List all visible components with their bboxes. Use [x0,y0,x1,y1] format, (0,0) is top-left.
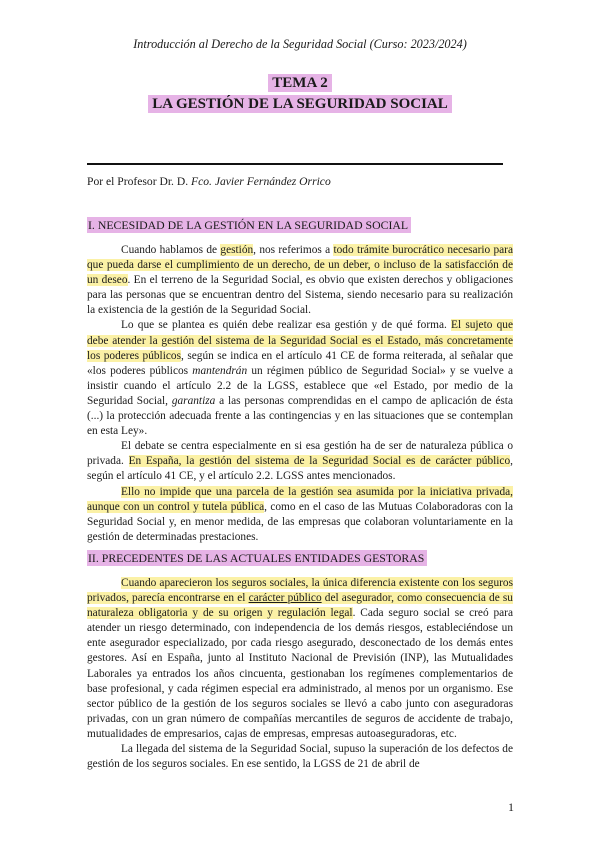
section-2-heading: II. PRECEDENTES DE LAS ACTUALES ENTIDADES GESTORAS [87,551,427,566]
paragraph-6: La llegada del sistema de la Seguridad Social, supuso la superación de los defectos de gestión de los seguros sociales. En ese sentido, la LGSS de 21 de abril de [87,743,513,771]
running-header: Introducción al Derecho de la Seguridad Social (Curso: 2023/2024) [133,37,467,51]
section-2-body [87,576,513,772]
section-1-body [87,243,513,545]
author-name: Fco. Javier Fernández Orrico [191,175,331,188]
section-1-heading: I. NECESIDAD DE LA GESTIÓN EN LA SEGURIDAD SOCIAL [87,218,411,233]
tema-label: TEMA 2 [268,74,331,92]
paragraph-3: El debate se centra especialmente en si esa gestión ha de ser de naturaleza pública o privada. En España, la gestión del sistema de la Seguridad Social es de carácter público, según el artículo 41 CE, y el artículo 2.2. LGSS antes mencionados. [87,440,513,483]
title-rule [87,163,503,165]
paragraph-1: Cuando hablamos de gestión, nos referimos a todo trámite burocrático necesario para que pueda darse el cumplimiento de un derecho, de un deber, o incluso de la satisfacción de un deseo. En el terreno de la Seguridad Social, es obvio que existen derechos y obligaciones para las personas que se encuentran dentro del Sistema, siendo necesario para su realización la existencia de la gestión de la Seguridad Social. [87,244,513,317]
title-label: LA GESTIÓN DE LA SEGURIDAD SOCIAL [148,95,452,113]
document-title [0,73,600,115]
paragraph-4: Ello no impide que una parcela de la gestión sea asumida por la iniciativa privada, aunque con un control y tutela pública, como en el caso de las Mutuas Colaboradoras con la Seguridad Social y, en menor medida, de las empresas que colaboran voluntariamente en la gestión de determinadas prestaciones. [87,485,513,543]
page-number: 1 [508,800,514,814]
paragraph-5: Cuando aparecieron los seguros sociales, la única diferencia existente con los seguros privados, parecía encontrarse en el carácter público del asegurador, como consecuencia de su naturaleza obligatoria y de su origen y regulación legal. Cada seguro social se creó para atender un riesgo determinado, con independencia de los demás riesgos, estableciéndose un ente asegurador especializado, por cada riesgo asegurado, desconectado de los demás entes gestores. Así en España, junto al Instituto Nacional de Previsión (INP), las Mutualidades Laborales ya entrados los años cincuenta, gestionaban los regímenes complementarios de base profesional, y cada régimen especial era administrado, al menos por un organismo. Ese sector público de la gestión de los seguros sociales se llevó a cabo junto con aseguradoras privadas, con un gran número de compañías mercantiles de seguros de accidente de trabajo, mutualidades de empresarios, cajas de empresas, empresas autoaseguradoras, etc. [87,577,513,740]
author-line: Por el Profesor Dr. D. Fco. Javier Fernández Orrico [87,175,331,188]
paragraph-2: Lo que se plantea es quién debe realizar esa gestión y de qué forma. El sujeto que debe atender la gestión del sistema de la Seguridad Social es el Estado, más concretamente los poderes públicos, según se indica en el artículo 41 CE de forma reiterada, al señalar que «los poderes públicos mantendrán un régimen público de Seguridad Social» y se vuelve a insistir cuando el artículo 2.2 de la LGSS, establece que «el Estado, por medio de la Seguridad Social, garantiza a las personas comprendidas en el campo de aplicación de ésta (...) la protección adecuada frente a las contingencias y en las situaciones que se contemplan en esta Ley». [87,319,513,438]
